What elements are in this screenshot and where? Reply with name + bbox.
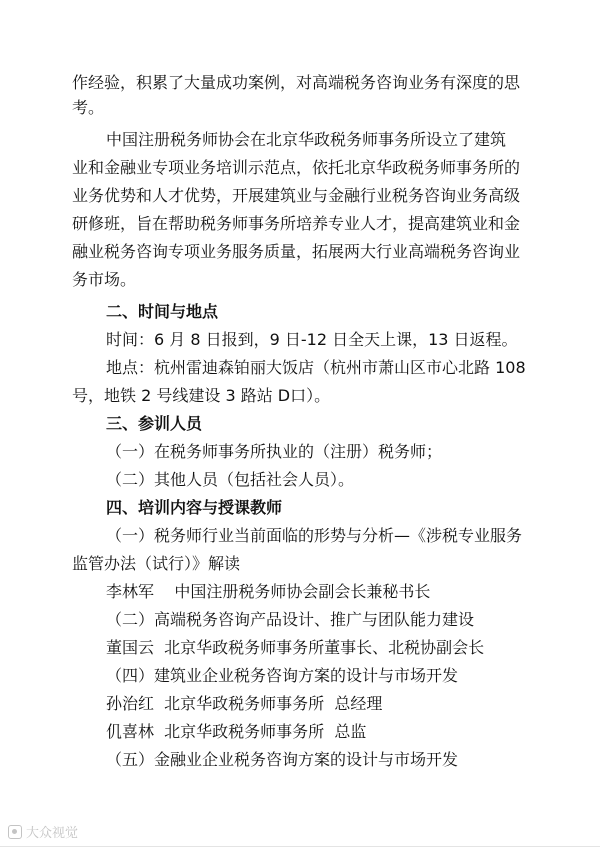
intro-tail-line-1: 作经验，积累了大量成功案例，对高端税务咨询业务有深度的思 <box>72 73 521 92</box>
time-line: 时间：6 月 8 日报到，9 日-12 日全天上课，13 日返程。 <box>106 330 518 349</box>
watermark-text: 大众视觉 <box>26 826 79 841</box>
course-5: （五）金融业企业税务咨询方案的设计与市场开发 <box>106 750 459 769</box>
attendee-1: （一）在税务师事务所执业的（注册）税务师； <box>106 442 443 461</box>
para1-line-5: 融业税务咨询专项业务服务质量，拓展两大行业高端税务咨询业 <box>72 242 521 261</box>
section4-title: 四、培训内容与授课教师 <box>106 498 283 517</box>
para1-line-6: 务市场。 <box>72 270 137 289</box>
place-line-1: 地点：杭州雷迪森铂丽大饭店（杭州市萧山区市心北路 108 <box>106 358 526 377</box>
watermark-logo-icon <box>8 825 22 839</box>
course-4: （四）建筑业企业税务咨询方案的设计与市场开发 <box>106 666 459 685</box>
course-2: （二）高端税务咨询产品设计、推广与团队能力建设 <box>106 610 475 629</box>
para1-line-2: 业和金融业专项业务培训示范点，依托北京华政税务师事务所的 <box>72 158 521 177</box>
section3-title: 三、参训人员 <box>106 414 203 433</box>
place-line-2: 号，地铁 2 号线建设 3 路站 D口）。 <box>72 386 331 405</box>
para1-line-4: 研修班，旨在帮助税务师事务所培养专业人才，提高建筑业和金 <box>72 214 521 233</box>
para1-line-3: 业务优势和人才优势，开展建筑业与金融行业税务咨询业务高级 <box>72 186 521 205</box>
course1-line-1: （一）税务师行业当前面临的形势与分析—《涉税专业服务 <box>106 526 523 545</box>
teacher-1: 李林军 中国注册税务师协会副会长兼秘书长 <box>106 582 431 601</box>
teacher-4: 孙治红 北京华政税务师事务所 总经理 <box>106 694 383 713</box>
watermark <box>8 822 78 841</box>
para1-line-1: 中国注册税务师协会在北京华政税务师事务所设立了建筑 <box>106 130 507 149</box>
section2-title: 二、时间与地点 <box>106 302 219 321</box>
intro-tail-line-2: 考。 <box>72 98 105 117</box>
course1-line-2: 监管办法（试行）》解读 <box>72 554 241 573</box>
teacher-2: 董国云 北京华政税务师事务所董事长、北税协副会长 <box>106 638 485 657</box>
teacher-5: 仉喜林 北京华政税务师事务所 总监 <box>106 722 367 741</box>
attendee-2: （二）其他人员（包括社会人员）。 <box>106 470 355 489</box>
